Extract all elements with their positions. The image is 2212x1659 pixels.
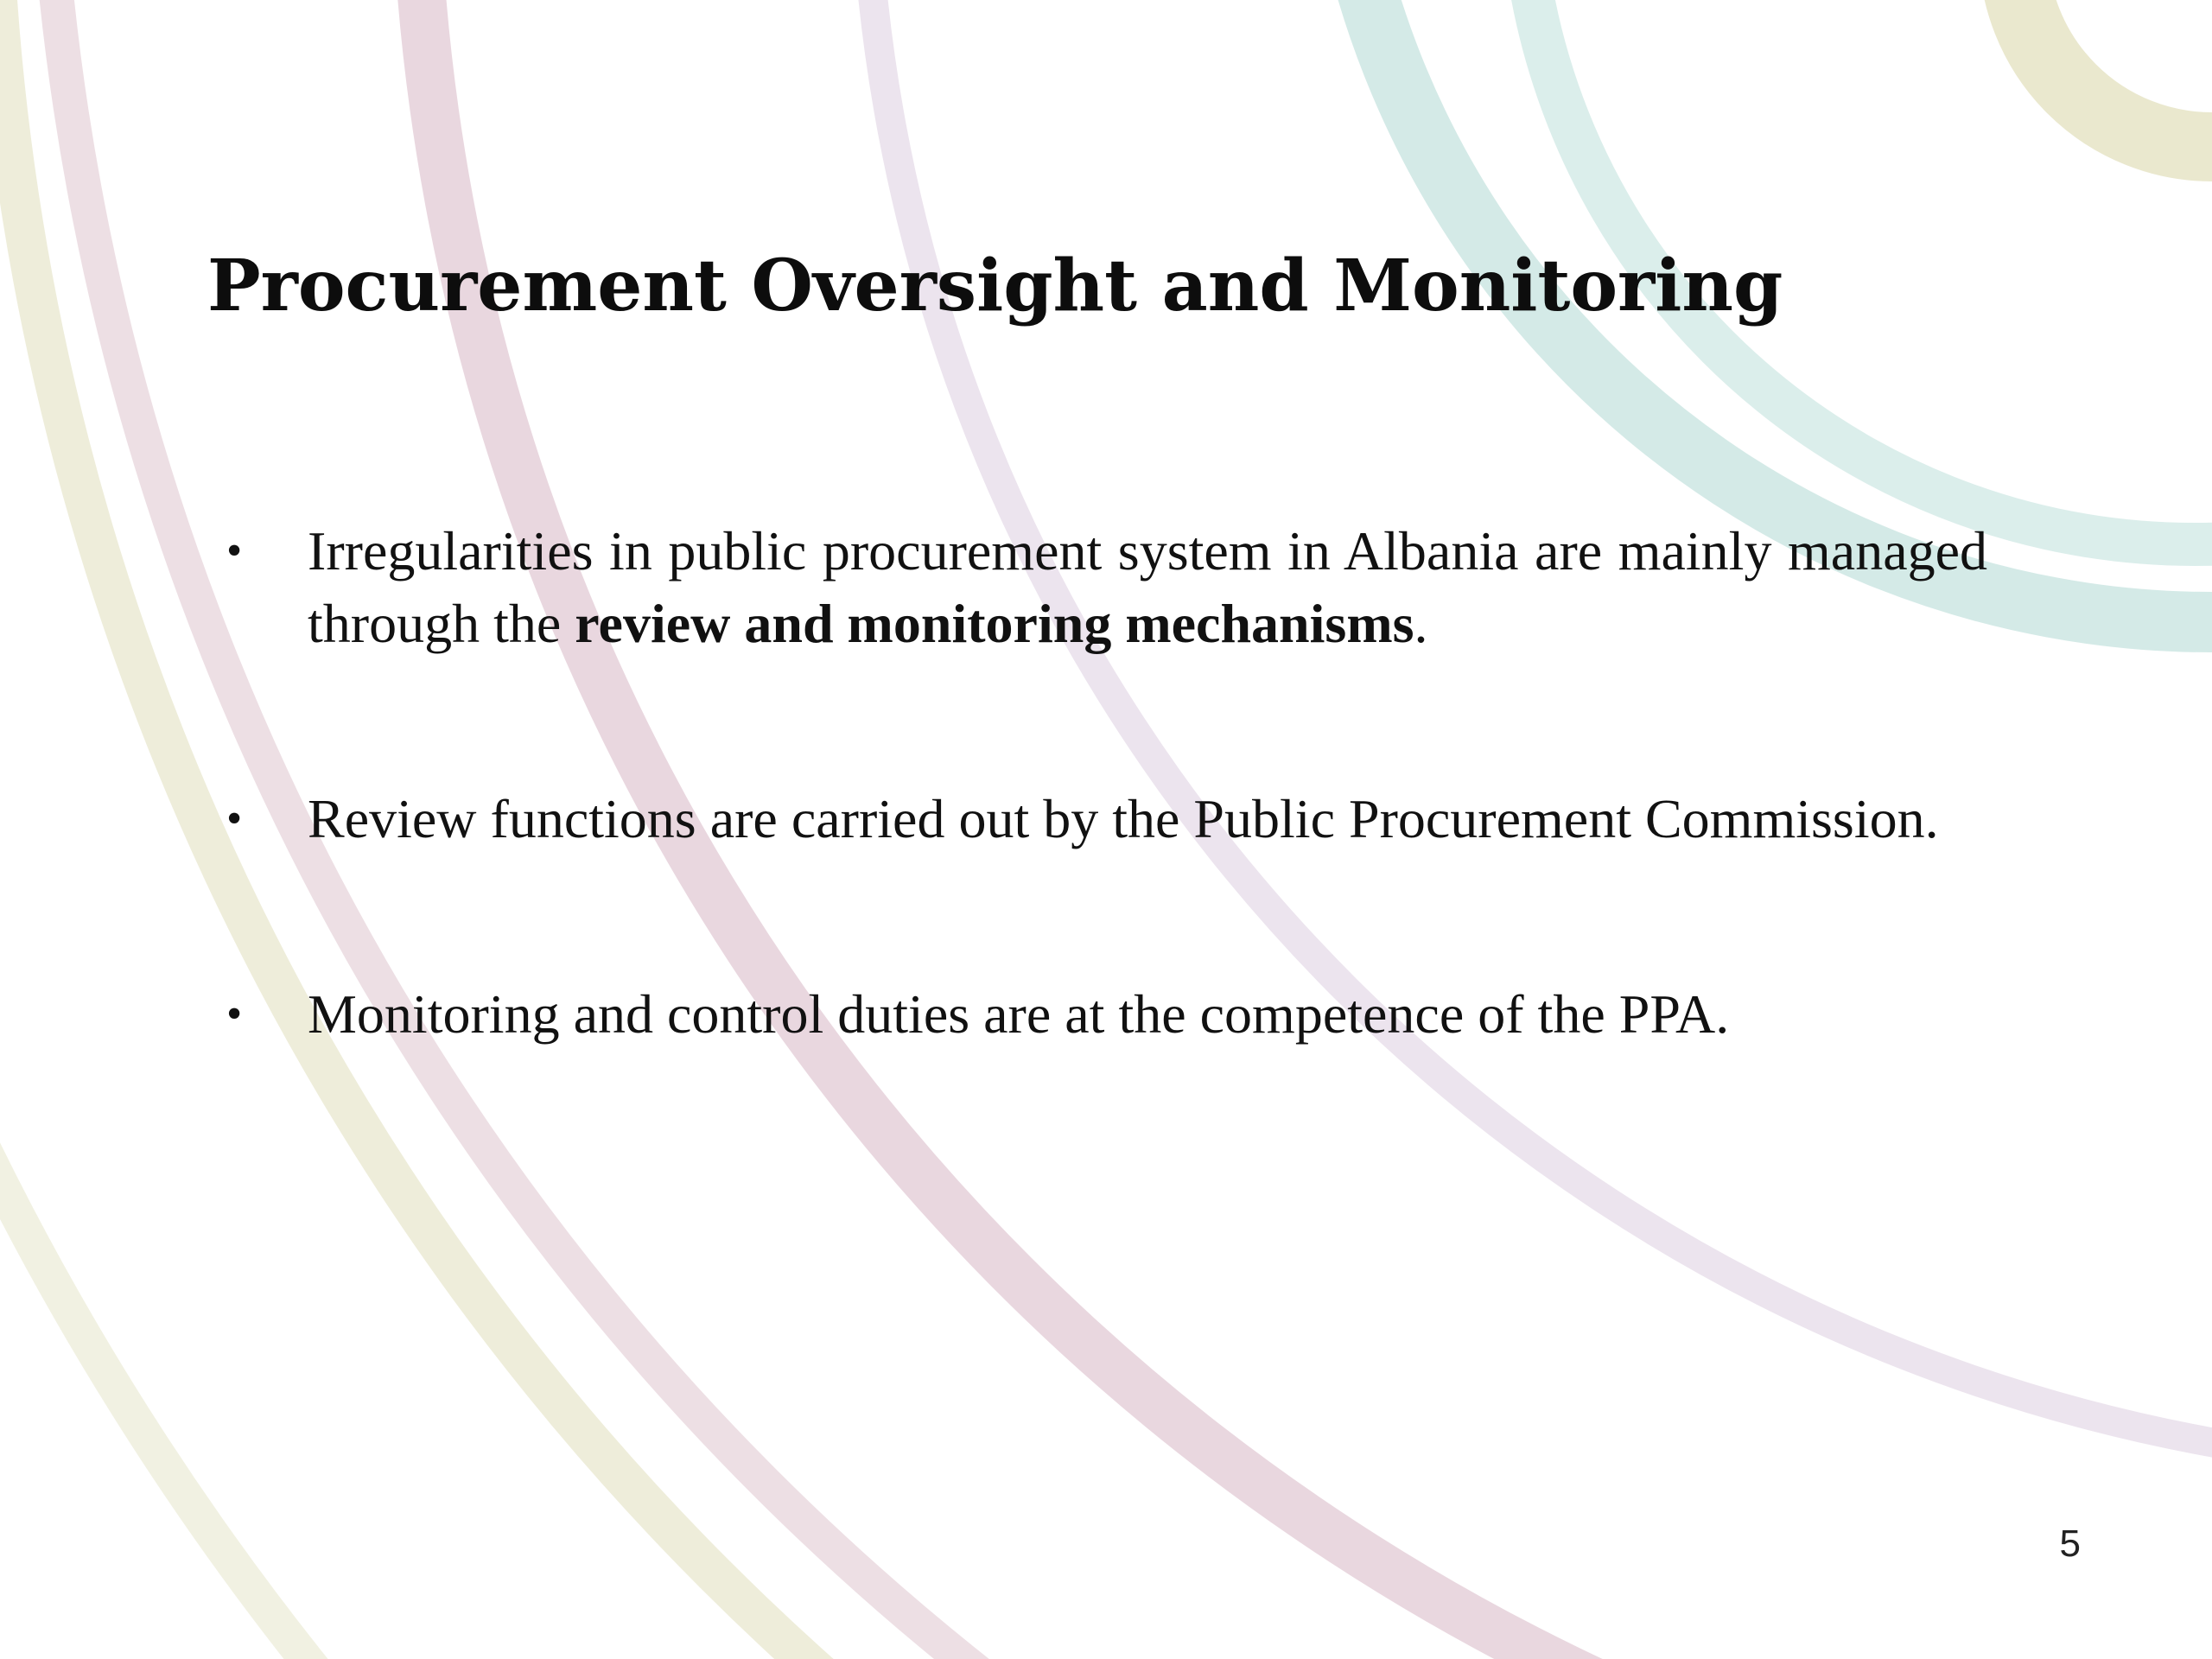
slide-title: Procurement Oversight and Monitoring (207, 245, 1783, 327)
bullet-text: Irregularities in public procurement system in Albania are mainly managed through the (308, 520, 1987, 654)
bullet-item-1 (216, 515, 1987, 660)
bullet-text: Review functions are carried out by the Public Procurement Commission. (308, 788, 1939, 849)
bullet-text-end: . (1414, 593, 1428, 654)
bullet-bold-text: review and monitoring mechanisms (575, 593, 1414, 654)
bullet-text: Monitoring and control duties are at the competence of the PPA. (308, 983, 1730, 1045)
bullet-item-2 (216, 783, 1987, 855)
bullet-dot-icon: • (226, 989, 243, 1039)
page-number: 5 (2059, 1522, 2081, 1565)
bullet-list (216, 515, 1987, 1173)
olive-arc-corner (2013, 0, 2212, 147)
bullet-dot-icon: • (226, 794, 243, 843)
bullet-item-3 (216, 978, 1987, 1051)
bullet-dot-icon: • (226, 526, 243, 575)
